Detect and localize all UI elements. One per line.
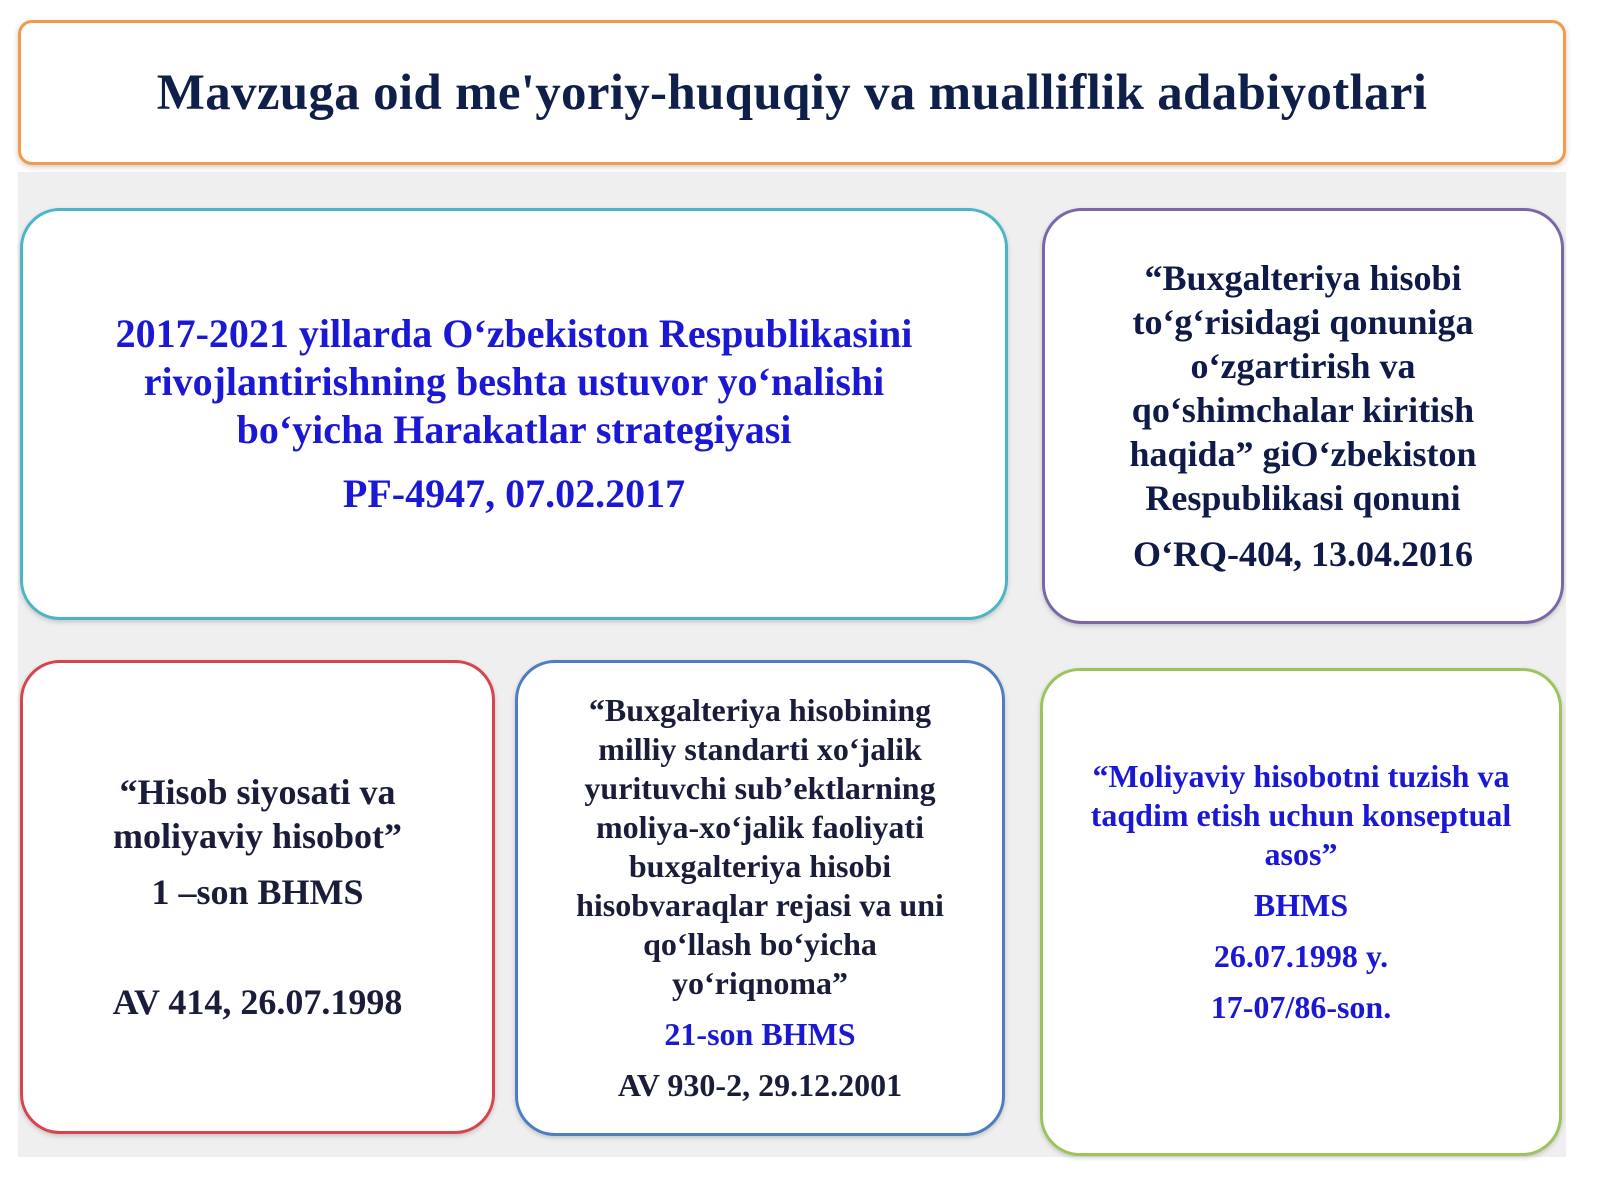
card-bhms-1 [20, 660, 495, 1134]
card-bhms-1-standard: 1 –son BHMS [151, 872, 364, 912]
card-accounting-law [1042, 208, 1564, 624]
card-bhms-1-code: AV 414, 26.07.1998 [112, 982, 403, 1022]
card-bhms-21 [515, 660, 1005, 1136]
card-conceptual-framework-text: “Moliyaviy hisobotni tuzish va taqdim etish uchun konseptual asos” [1090, 758, 1512, 872]
card-bhms-21-standard: 21-son BHMS [664, 1016, 856, 1052]
card-action-strategy [20, 208, 1008, 620]
card-accounting-law-text: “Buxgalteriya hisobi to‘g‘risidagi qonuniga o‘zgartirish va qo‘shimchalar kiritish haqida” giO‘zbekiston Respublikasi qonuni [1129, 258, 1477, 518]
card-conceptual-framework [1040, 668, 1562, 1156]
page-title: Mavzuga oid me'yoriy-huquqiy va mualliflik adabiyotlari [156, 64, 1428, 121]
card-conceptual-framework-standard: BHMS [1253, 887, 1349, 923]
card-conceptual-framework-date: 26.07.1998 y. [1213, 938, 1389, 974]
card-bhms-1-text: “Hisob siyosati va moliyaviy hisobot” [112, 772, 403, 856]
card-action-strategy-text: 2017-2021 yillarda O‘zbekiston Respublikasini rivojlantirishning beshta ustuvor yo‘nalishi bo‘yicha Harakatlar strategiyasi [115, 311, 913, 452]
card-accounting-law-code: O‘RQ-404, 13.04.2016 [1133, 534, 1473, 574]
card-bhms-21-code: AV 930-2, 29.12.2001 [617, 1067, 903, 1103]
card-bhms-21-text: “Buxgalteriya hisobining milliy standarti xo‘jalik yurituvchi sub’ektlarning moliya-xo‘jalik faoliyati buxgalteriya hisobi hisobvaraqlar rejasi va uni qo‘llash bo‘yicha yo‘riqnoma” [576, 692, 944, 1001]
card-action-strategy-code: PF-4947, 07.02.2017 [342, 471, 686, 516]
card-conceptual-framework-number: 17-07/86-son. [1210, 989, 1392, 1025]
title-box [18, 20, 1566, 165]
